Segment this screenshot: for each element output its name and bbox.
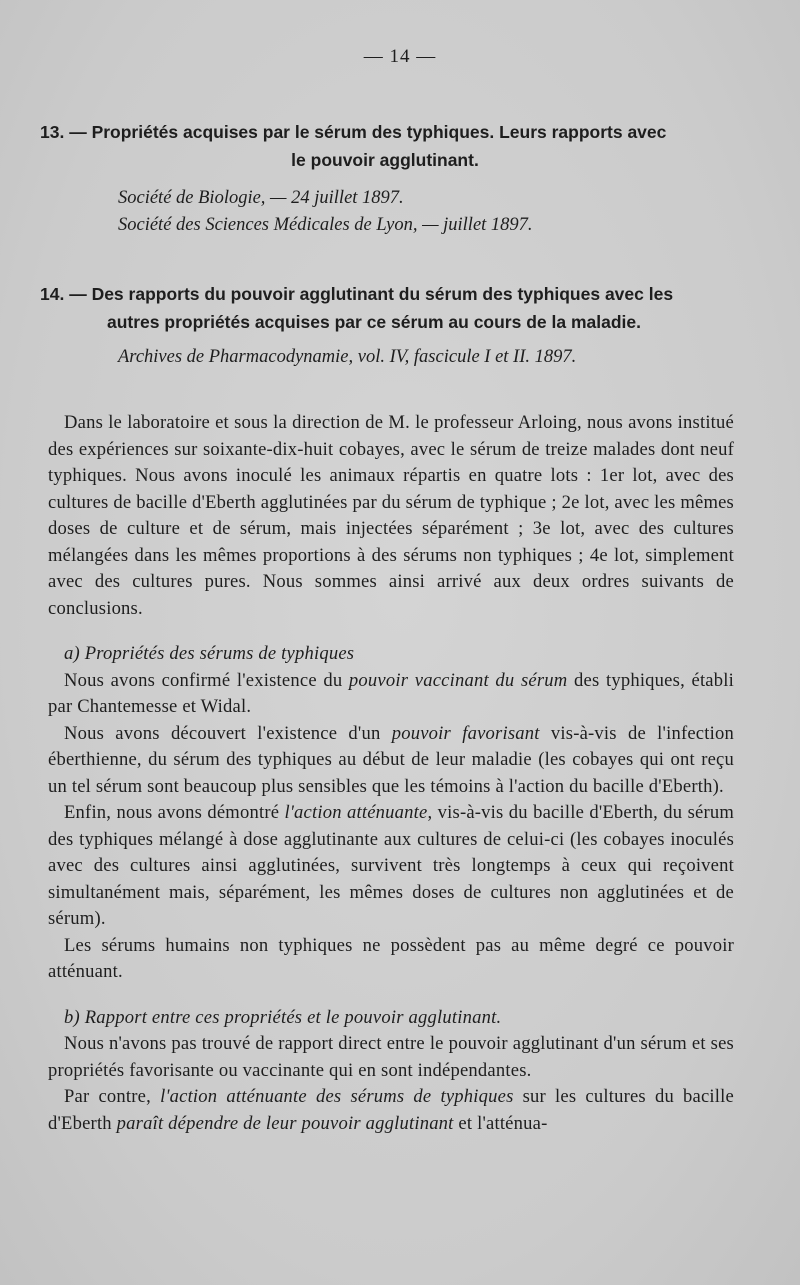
entry-title-line2: autres propriétés acquises par ce sérum au cours de la maladie. <box>107 312 641 332</box>
intro-paragraph: Dans le laboratoire et sous la direction de M. le professeur Arloing, nous avons institué des expériences sur soixante-dix-huit cobayes, avec le sérum de treize malades dont neuf typhiques. Nous avons inoculé les animaux répartis en quatre lots : 1er lot, avec des cultures de bacille d'Eberth agglutinées par du sérum de typhique ; 2e lot, avec les mêmes doses de culture et de sérum, mais injectées séparément ; 3e lot, avec des cultures mélangées dans les mêmes proportions à des sérums non typhiques ; 4e lot, simplement avec des cultures pures. Nous sommes ainsi arrivé aux deux ordres suivants de conclusions. <box>48 412 734 619</box>
entry-14-title <box>40 280 730 336</box>
entry-number: 13. <box>40 122 65 142</box>
page-number: — 14 — <box>363 46 437 67</box>
entry-title-line1: — Propriétés acquises par le sérum des typhiques. Leurs rapports avec <box>69 122 667 142</box>
entry-13-reference-1: Société de Biologie, — 24 juillet 1897. <box>118 188 404 208</box>
entry-title-line1: — Des rapports du pouvoir agglutinant du sérum des typhiques avec les <box>69 284 674 304</box>
section-b-paragraph-2: Par contre, l'action atténuante des sérums de typhiques sur les cultures du bacille d'Eberth paraît dépendre de leur pouvoir agglutinant et l'atténua- <box>48 1086 734 1134</box>
entry-13-reference-2: Société des Sciences Médicales de Lyon, — juillet 1897. <box>118 215 533 235</box>
body-text <box>48 410 734 1137</box>
section-b-paragraph-1: Nous n'avons pas trouvé de rapport direct entre le pouvoir agglutinant d'un sérum et ses propriétés favorisante ou vaccinante qui en sont indépendantes. <box>48 1033 734 1081</box>
entry-13-title <box>40 118 730 174</box>
section-a-paragraph-2: Nous avons découvert l'existence d'un pouvoir favorisant vis-à-vis de l'infection éberthienne, du sérum des typhiques au début de leur maladie (les cobayes qui ont reçu un tel sérum sont beaucoup plus sensibles que les témoins à l'action du bacille d'Eberth). <box>48 722 734 797</box>
entry-number: 14. <box>40 284 65 304</box>
entry-title-line2: le pouvoir agglutinant. <box>291 150 479 170</box>
section-a-paragraph-3: Enfin, nous avons démontré l'action atténuante, vis-à-vis du bacille d'Eberth, du sérum des typhiques mélangé à dose agglutinante aux cultures de celui-ci (les cobayes inoculés avec des cultures ainsi agglutinées, survivent très longtemps à ceux qui reçoivent simultanément mais, séparément, les mêmes doses de cultures non agglutinées et de sérum). <box>48 802 735 929</box>
section-a-paragraph-4: Les sérums humains non typhiques ne possèdent pas au même degré ce pouvoir atténuant. <box>48 934 734 982</box>
section-b-heading: b) Rapport entre ces propriétés et le pouvoir agglutinant. <box>64 1006 502 1028</box>
entry-14-reference-1: Archives de Pharmacodynamie, vol. IV, fascicule I et II. 1897. <box>118 347 577 367</box>
section-a-paragraph-1: Nous avons confirmé l'existence du pouvoir vaccinant du sérum des typhiques, établi par Chantemesse et Widal. <box>48 669 734 717</box>
section-a-heading: a) Propriétés des sérums de typhiques <box>64 643 355 664</box>
